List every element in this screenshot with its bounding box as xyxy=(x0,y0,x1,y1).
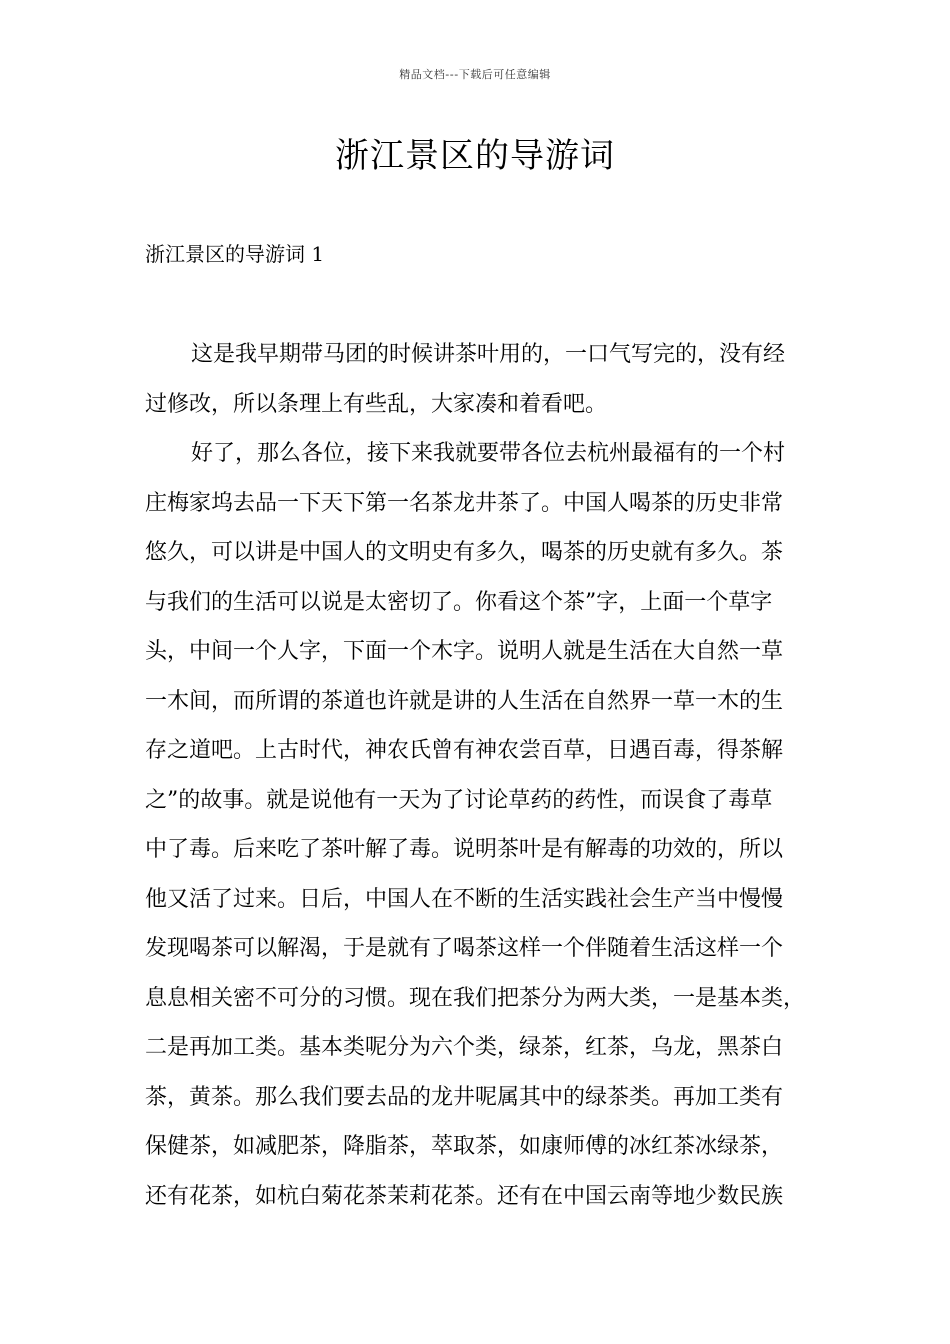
text-line: 好了，那么各位，接下来我就要带各位去杭州最福有的一个村 xyxy=(191,441,786,466)
paragraph-2 xyxy=(145,429,825,1221)
text-line: 中了毒。后来吃了茶叶解了毒。说明茶叶是有解毒的功效的，所以 xyxy=(145,837,784,862)
text-line: 还有花茶，如杭白菊花茶茉莉花茶。还有在中国云南等地少数民族 xyxy=(145,1183,784,1209)
text-line: 二是再加工类。基本类呢分为六个类，绿茶，红茶，乌龙，黑茶白 xyxy=(145,1035,784,1060)
text-line: 存之道吧。上古时代，神农氏曾有神农尝百草，日遇百毒，得茶解 xyxy=(145,738,784,763)
text-line: 一木间，而所谓的茶道也许就是讲的人生活在自然界一草一木的生 xyxy=(145,688,784,714)
text-line: 息息相关密不可分的习惯。现在我们把茶分为两大类，一是基本类， xyxy=(145,985,806,1011)
text-line: 他又活了过来。日后，中国人在不断的生活实践社会生产当中慢慢 xyxy=(145,886,784,912)
text-line: 发现喝茶可以解渴，于是就有了喝茶这样一个伴随着生活这样一个 xyxy=(145,936,784,961)
text-line: 过修改，所以条理上有些乱，大家凑和着看吧。 xyxy=(145,391,608,417)
document-title: 浙江景区的导游词 xyxy=(335,136,615,176)
paragraph-1 xyxy=(145,330,825,429)
text-line: 保健茶，如减肥茶，降脂茶，萃取茶，如康师傅的冰红茶冰绿茶， xyxy=(145,1134,784,1159)
text-line: 悠久，可以讲是中国人的文明史有多久，喝茶的历史就有多久。茶 xyxy=(145,540,784,565)
text-line: 这是我早期带马团的时候讲茶叶用的，一口气写完的，没有经 xyxy=(191,342,786,367)
header-note: 精品文档---下载后可任意编辑 xyxy=(399,68,551,81)
text-line: 与我们的生活可以说是太密切了。你看这个茶”字，上面一个草字 xyxy=(145,589,773,615)
text-line: 庄梅家坞去品一下天下第一名茶龙井茶了。中国人喝茶的历史非常 xyxy=(145,490,784,516)
section-heading: 浙江景区的导游词 1 xyxy=(145,242,325,266)
text-line: 之”的故事。就是说他有一天为了讨论草药的药性，而误食了毒草 xyxy=(145,787,773,813)
text-line: 头，中间一个人字，下面一个木字。说明人就是生活在大自然一草 xyxy=(145,639,784,664)
text-line: 茶，黄茶。那么我们要去品的龙井呢属其中的绿茶类。再加工类有 xyxy=(145,1084,784,1110)
body-text xyxy=(145,330,825,1221)
